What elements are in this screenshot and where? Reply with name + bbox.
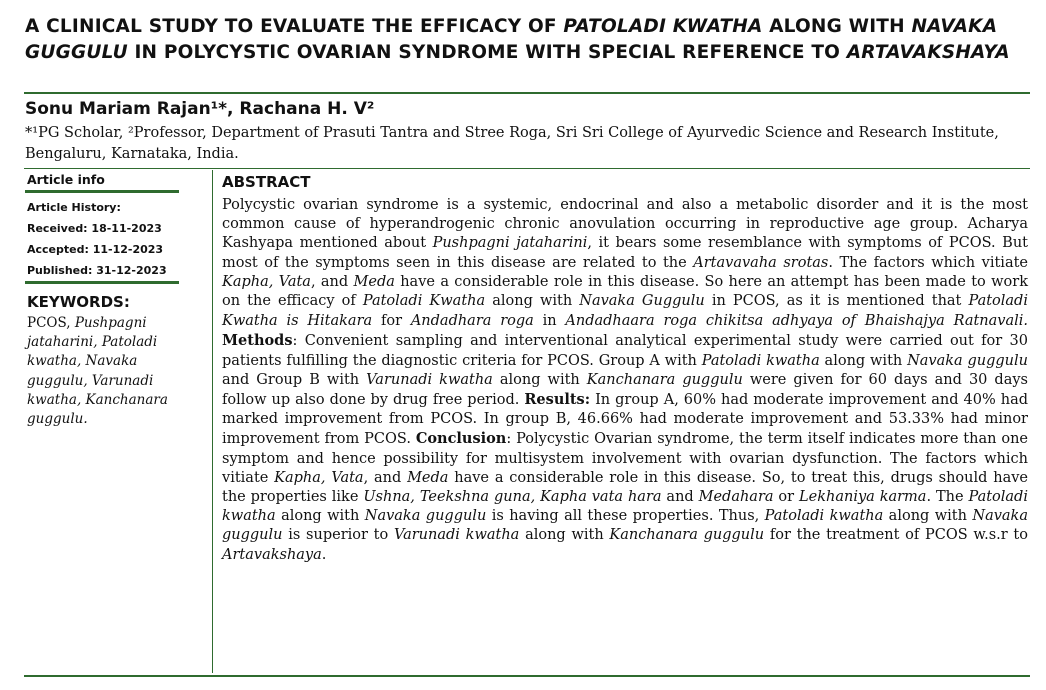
published-date: Published: 31-12-2023	[27, 264, 167, 277]
article-history	[25, 197, 210, 281]
column-divider	[212, 170, 213, 673]
accepted-date: Accepted: 11-12-2023	[27, 243, 164, 256]
paper-title: A CLINICAL STUDY TO EVALUATE THE EFFICACY OF PATOLADI KWATHA ALONG WITH NAVAKA GUGGULU IN POLYCYSTIC OVARIAN SYNDROME WITH SPECIAL REFERENCE TO ARTAVAKSHAYA	[25, 16, 1010, 63]
keywords-list: PCOS, Pushpagni jataharini, Patoladi kwatha, Navaka guggulu, Varunadi kwatha, Kanchanara guggulu.	[27, 315, 168, 428]
abstract-body: Polycystic ovarian syndrome is a systemic, endocrinal and also a metabolic disorder and it is the most common cause of hyperandrogenic chronic anovulation occurring in reproductive age group. Acharya Kashyapa mentioned about Pushpagni jataharini, it bears some resemblance with symptoms of PCOS. But most of the symptoms seen in this disease are related to the Artavavaha srotas. The factors which vitiate Kapha, Vata, and Meda have a considerable role in this disease. So here an attempt has been made to work on the efficacy of Patoladi Kwatha along with Navaka Guggulu in PCOS, as it is mentioned that Patoladi Kwatha is Hitakara for Andadhara roga in Andadhaara roga chikitsa adhyaya of Bhaishajya Ratnavali. Methods: Convenient sampling and interventional analytical experimental study were carried out for 30 patients fulfilling the diagnostic criteria for PCOS. Group A with Patoladi kwatha along with Navaka guggulu and Group B with Varunadi kwatha along with Kanchanara guggulu were given for 60 days and 30 days follow up also done by drug free period. Results: In group A, 60% had moderate improvement and 40% had marked improvement from PCOS. In group B, 46.66% had moderate improvement and 53.33% had minor improvement from PCOS. Conclusion: Polycystic Ovarian syndrome, the term itself indicates more than one symptom and hence possibility for multisystem involvement with ovarian dysfunction. The factors which vitiate Kapha, Vata, and Meda have a considerable role in this disease. So, to treat this, drugs should have the properties like Ushna, Teekshna guna, Kapha vata hara and Medahara or Lekhaniya karma. The Patoladi kwatha along with Navaka guggulu is having all these properties. Thus, Patoladi kwatha along with Navaka guggulu is superior to Varunadi kwatha along with Kanchanara guggulu for the treatment of PCOS w.s.r to Artavakshaya.	[222, 197, 1028, 563]
top-divider	[24, 92, 1030, 94]
abstract-section	[222, 172, 1028, 565]
authors: Sonu Mariam Rajan¹*, Rachana H. V²	[25, 99, 375, 119]
affiliation: *¹PG Scholar, ²Professor, Department of Prasuti Tantra and Stree Roga, Sri Sri College of Ayurvedic Science and Research Institute, Bengaluru, Karnataka, India.	[25, 125, 999, 162]
received-date: Received: 18-11-2023	[27, 222, 162, 235]
article-info-sidebar	[25, 170, 210, 429]
article-info-heading: Article info	[27, 172, 105, 187]
article-info-underline	[25, 190, 179, 193]
header-divider	[24, 168, 1030, 169]
bottom-divider	[24, 675, 1030, 677]
history-label: Article History:	[27, 201, 121, 214]
abstract-heading: ABSTRACT	[222, 173, 311, 191]
keywords-heading: KEYWORDS:	[27, 293, 130, 311]
history-underline	[25, 281, 179, 284]
